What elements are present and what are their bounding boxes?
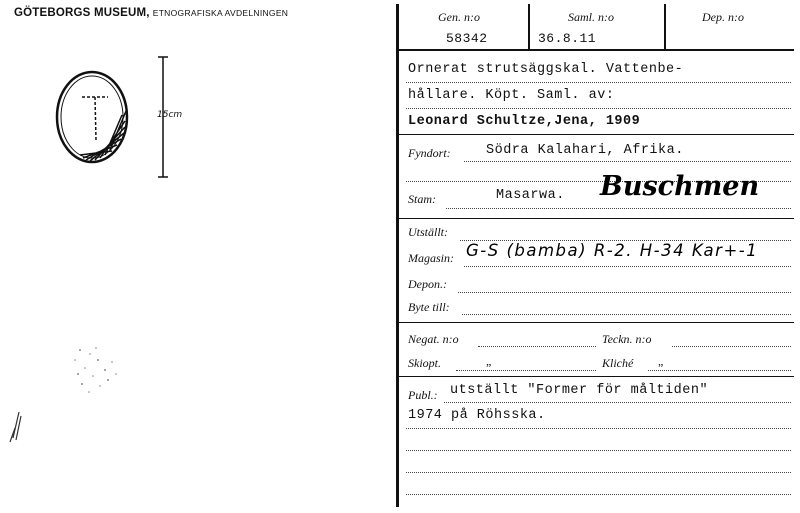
gen-label: Gen. n:o bbox=[438, 10, 480, 24]
publ-line-2: 1974 på Röhsska. bbox=[408, 408, 546, 423]
col-divider-1 bbox=[528, 4, 530, 49]
card-left-border bbox=[396, 4, 399, 507]
byte-label: Byte till: bbox=[408, 300, 450, 314]
object-sketch bbox=[50, 55, 200, 185]
publ-rule-3 bbox=[406, 450, 791, 451]
stam-label: Stam: bbox=[408, 192, 436, 206]
header-rule bbox=[396, 49, 794, 51]
kliche-rule bbox=[648, 370, 791, 371]
fyndort-label: Fyndort: bbox=[408, 146, 451, 160]
description-rule-2 bbox=[406, 108, 791, 109]
description-line-1: Ornerat strutsäggskal. Vattenbe- bbox=[408, 62, 684, 77]
skiopt-label: Skiopt. bbox=[408, 356, 441, 370]
skiopt-rule bbox=[456, 370, 596, 371]
byte-rule bbox=[462, 314, 791, 315]
utstallt-label: Utställt: bbox=[408, 225, 449, 239]
description-rule-3 bbox=[396, 134, 794, 135]
publ-rule-1 bbox=[444, 402, 791, 403]
catalog-card bbox=[396, 4, 794, 507]
byte-section-rule bbox=[396, 322, 794, 323]
magasin-label: Magasin: bbox=[408, 251, 454, 265]
description-rule-1 bbox=[406, 82, 791, 83]
publ-rule-5 bbox=[406, 494, 791, 495]
magasin-value: G-S (bamba) R-2. H-34 Kar+-1 bbox=[466, 241, 759, 260]
kliche-label: Kliché bbox=[602, 356, 634, 370]
kliche-value: „ bbox=[658, 354, 664, 368]
teckn-label: Teckn. n:o bbox=[602, 332, 652, 346]
paper-speckle bbox=[60, 340, 140, 400]
saml-label: Saml. n:o bbox=[568, 10, 614, 24]
magasin-rule bbox=[464, 266, 791, 267]
publ-line-1: utställt "Former för måltiden" bbox=[450, 383, 709, 398]
depon-rule bbox=[458, 292, 791, 293]
saml-value: 36.8.11 bbox=[538, 31, 597, 46]
negat-section-rule bbox=[396, 376, 794, 377]
description-line-2: hållare. Köpt. Saml. av: bbox=[408, 88, 615, 103]
department-name: ETNOGRAFISKA AVDELNINGEN bbox=[152, 8, 289, 18]
fyndort-rule bbox=[464, 161, 791, 162]
stam-value: Masarwa. bbox=[496, 188, 565, 203]
publ-rule-4 bbox=[406, 472, 791, 473]
dep-label: Dep. n:o bbox=[702, 10, 744, 24]
col-divider-2 bbox=[664, 4, 666, 49]
skiopt-value: „ bbox=[486, 354, 492, 368]
publ-label: Publ.: bbox=[408, 388, 438, 402]
fyndort-value: Södra Kalahari, Afrika. bbox=[486, 143, 684, 158]
negat-rule bbox=[478, 346, 596, 347]
pencil-mark bbox=[5, 408, 27, 444]
depon-label: Depon.: bbox=[408, 277, 447, 291]
stam-rule bbox=[446, 208, 791, 209]
teckn-rule bbox=[672, 346, 791, 347]
gen-value: 58342 bbox=[446, 31, 488, 46]
museum-name: GÖTEBORGS MUSEUM, bbox=[14, 7, 150, 19]
publ-rule-2 bbox=[406, 428, 791, 429]
description-line-3: Leonard Schultze,Jena, 1909 bbox=[408, 114, 641, 129]
scale-label: 15cm bbox=[157, 110, 183, 120]
museum-header bbox=[14, 7, 288, 19]
stam-handwritten: Buschmen bbox=[600, 171, 760, 202]
negat-label: Negat. n:o bbox=[408, 332, 459, 346]
stam-section-rule bbox=[396, 218, 794, 219]
